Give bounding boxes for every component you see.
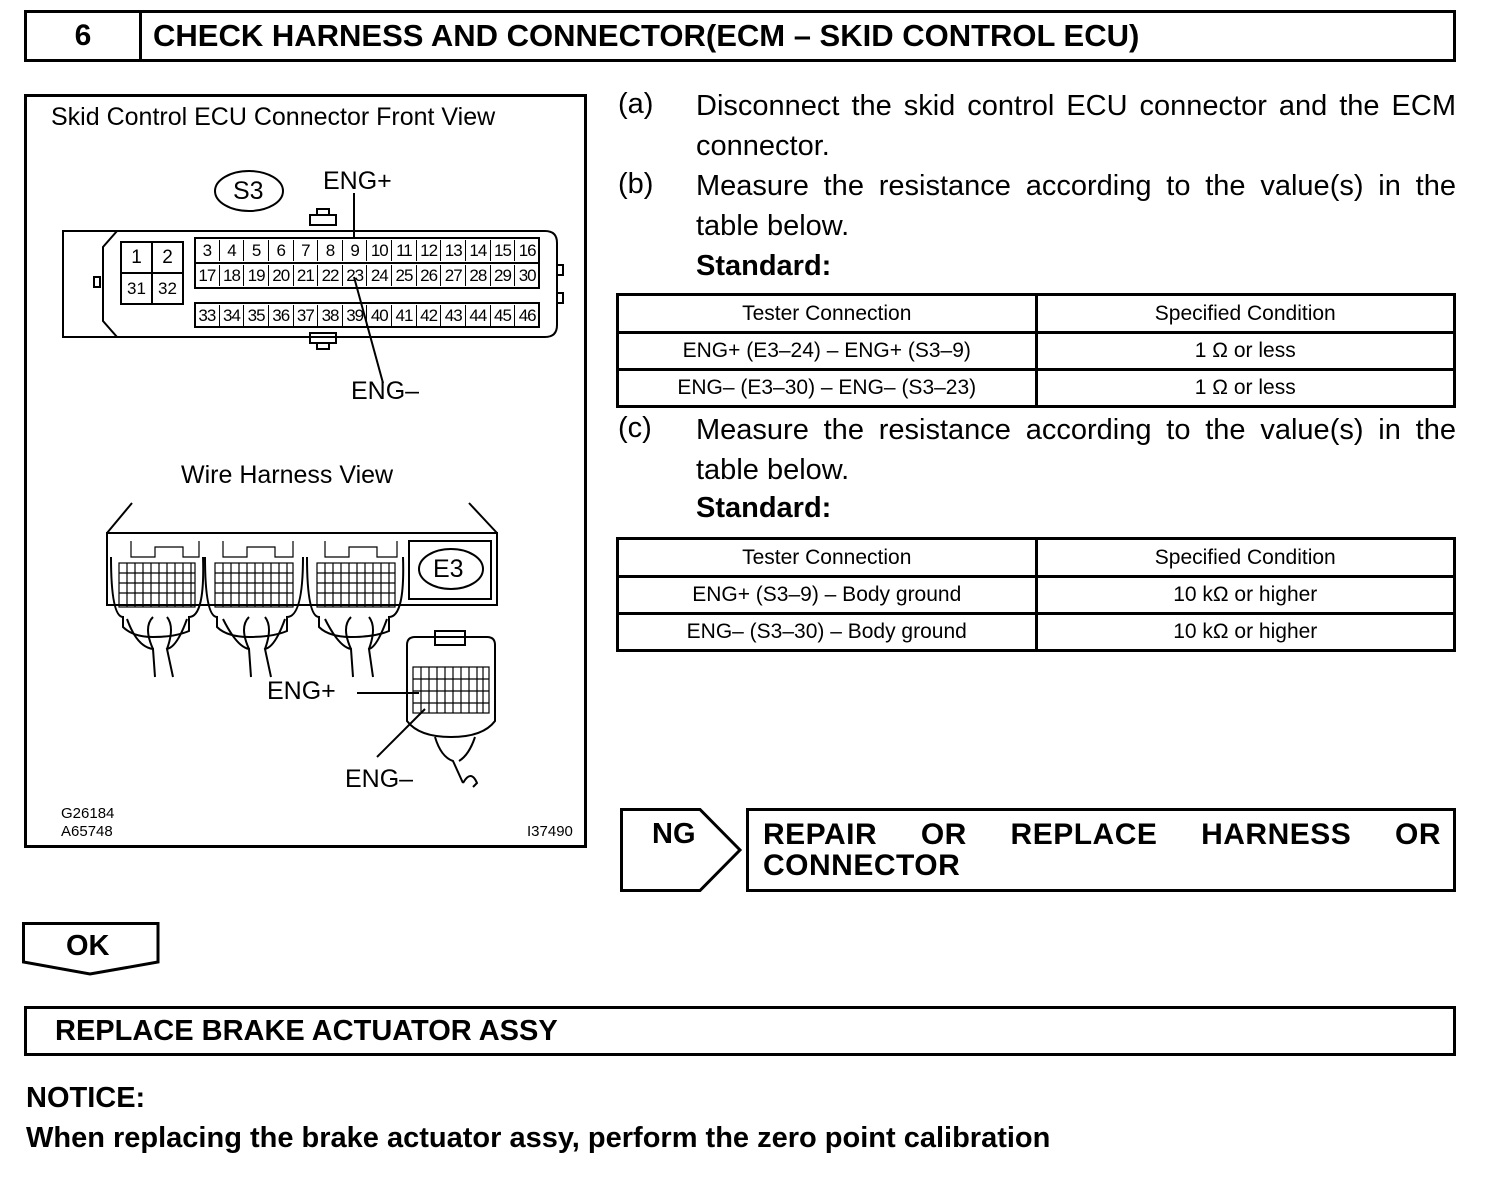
pin: 20 [269, 265, 294, 286]
standard-label-c: Standard: [696, 492, 832, 524]
table-cell: 10 kΩ or higher [1036, 577, 1455, 614]
ng-result-arrow [620, 808, 744, 892]
table-cell: ENG+ (S3–9) – Body ground [618, 577, 1037, 614]
pin: 26 [417, 265, 442, 286]
table-cell: ENG– (S3–30) – Body ground [618, 614, 1037, 651]
front-view-title: Skid Control ECU Connector Front View [51, 103, 496, 131]
standard-label-b: Standard: [696, 250, 832, 282]
table-cell: 1 Ω or less [1036, 333, 1455, 370]
step-title: CHECK HARNESS AND CONNECTOR(ECM – SKID CONTROL ECU) [153, 18, 1140, 53]
pin: 28 [466, 265, 491, 286]
pin: 8 [318, 240, 343, 261]
ok-label: OK [66, 930, 110, 962]
pin: 5 [244, 240, 269, 261]
pin: 11 [392, 240, 417, 261]
pin: 13 [441, 240, 466, 261]
step-a-letter: (a) [618, 88, 654, 120]
pin: 40 [367, 305, 392, 326]
table-cell: 10 kΩ or higher [1036, 614, 1455, 651]
pin: 44 [466, 305, 491, 326]
spec-table-1 [616, 293, 1456, 408]
table-header: Tester Connection [618, 539, 1037, 577]
pin: 36 [269, 305, 294, 326]
notice-text: When replacing the brake actuator assy, perform the zero point calibration [26, 1122, 1051, 1154]
pin: 19 [244, 265, 269, 286]
pin: 45 [491, 305, 516, 326]
figure-code-3: I37490 [527, 823, 573, 840]
eng-minus-label-front: ENG– [351, 377, 420, 405]
pin: 7 [294, 240, 319, 261]
step-c-letter: (c) [618, 412, 652, 444]
figure-code-2: A65748 [61, 823, 113, 840]
s3-connector-label: S3 [233, 177, 264, 205]
e3-connector-label: E3 [433, 555, 464, 583]
pins-left-bottom [121, 279, 183, 299]
pin: 30 [518, 266, 536, 285]
pin: 35 [244, 305, 269, 326]
spec-table-2 [616, 537, 1456, 652]
pin: 46 [518, 306, 536, 325]
pin: 38 [318, 305, 343, 326]
figure-code-1: G26184 [61, 805, 115, 822]
pin: 21 [294, 265, 319, 286]
ng-action-text: REPAIR OR REPLACE HARNESS OR CONNECTOR [763, 818, 1441, 882]
step-b-letter: (b) [618, 168, 654, 200]
table-header: Specified Condition [1036, 539, 1455, 577]
pin: 17 [195, 265, 220, 286]
pin: 41 [392, 305, 417, 326]
notice-title: NOTICE: [26, 1082, 146, 1114]
table-cell: ENG+ (E3–24) – ENG+ (S3–9) [618, 333, 1037, 370]
pins-left-top [121, 247, 183, 269]
step-header [24, 10, 1456, 62]
pin: 16 [518, 241, 536, 260]
table-cell: ENG– (E3–30) – ENG– (S3–23) [618, 370, 1037, 407]
pin: 10 [367, 240, 392, 261]
pin: 15 [491, 240, 516, 261]
pin: 2 [162, 247, 173, 268]
pin: 4 [220, 240, 245, 261]
pins-row-2 [195, 265, 539, 286]
pin: 33 [195, 305, 220, 326]
table-cell: 1 Ω or less [1036, 370, 1455, 407]
step-a-text: Disconnect the skid control ECU connector and the ECM connector. [696, 90, 1456, 162]
ng-label: NG [652, 818, 696, 850]
table-header: Tester Connection [618, 295, 1037, 333]
step-b-text: Measure the resistance according to the value(s) in the table below. [696, 170, 1456, 242]
pin: 3 [195, 240, 220, 261]
ok-action-box [24, 1006, 1456, 1056]
step-c-text: Measure the resistance according to the value(s) in the table below. [696, 414, 1456, 486]
connector-figure [24, 94, 587, 848]
pins-row-1 [195, 240, 539, 261]
pins-row-3 [195, 305, 539, 326]
pin: 25 [392, 265, 417, 286]
pin: 34 [220, 305, 245, 326]
pin: 27 [441, 265, 466, 286]
step-number: 6 [27, 13, 142, 59]
pin: 1 [131, 247, 142, 268]
eng-plus-label-front: ENG+ [323, 167, 392, 195]
wire-harness-title: Wire Harness View [181, 461, 394, 489]
ng-action-box [746, 808, 1456, 892]
pin: 18 [220, 265, 245, 286]
pin: 29 [491, 265, 516, 286]
pin: 31 [127, 279, 146, 298]
pin: 9 [343, 240, 368, 261]
pin: 24 [367, 265, 392, 286]
eng-minus-label-harness: ENG– [345, 765, 414, 793]
pin: 43 [441, 305, 466, 326]
pin: 32 [158, 279, 177, 298]
pin: 23 [343, 265, 368, 286]
pin: 6 [269, 240, 294, 261]
pin: 12 [417, 240, 442, 261]
pin: 37 [294, 305, 319, 326]
pin: 22 [318, 265, 343, 286]
pin: 42 [417, 305, 442, 326]
eng-plus-label-harness: ENG+ [267, 677, 336, 705]
pin: 39 [343, 305, 368, 326]
pin: 14 [466, 240, 491, 261]
ok-action-text: REPLACE BRAKE ACTUATOR ASSY [55, 1015, 558, 1047]
table-header: Specified Condition [1036, 295, 1455, 333]
